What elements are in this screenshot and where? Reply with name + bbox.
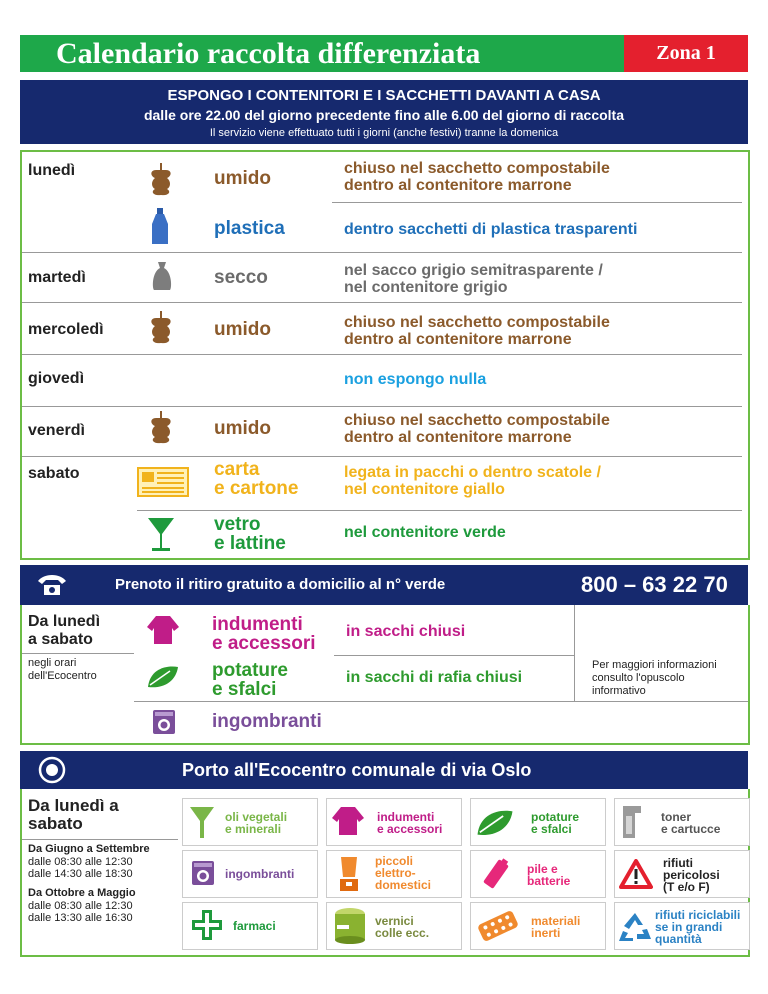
- waste-type-vetro: vetro e lattine: [214, 514, 286, 554]
- banner-line-3: Il servizio viene effettuato tutti i giorni (anche festivi) tranne la domenica: [209, 127, 559, 139]
- tile-inert-label: materiali inerti: [531, 914, 581, 940]
- ecocentre-box: [20, 789, 750, 957]
- tile-medicines: [182, 902, 318, 950]
- day-friday: venerdì: [28, 422, 85, 439]
- tile-appliances: [326, 850, 462, 898]
- glass-icon: [146, 516, 176, 557]
- tile-toner: [614, 798, 750, 846]
- waste-desc-2: dentro sacchetti di plastica trasparenti: [344, 221, 638, 238]
- service-pruning: potature e sfalci: [212, 660, 288, 700]
- tiles-icon: [475, 911, 521, 946]
- ecocentre-banner: [20, 751, 748, 789]
- tile-inert: [470, 902, 606, 950]
- booking-banner: [20, 565, 748, 605]
- winter-label: Da Ottobre a Maggio: [28, 887, 136, 899]
- waste-desc-8: nel contenitore verde: [344, 524, 506, 541]
- info-note: Per maggiori informazioni consulto l'opuscolo informativo: [592, 659, 717, 697]
- zone-badge: Zona 1: [624, 35, 748, 72]
- washing-machine-icon: [191, 860, 215, 891]
- tile-bulky: [182, 850, 318, 898]
- booking-hours-note: negli orari dell'Ecocentro: [28, 657, 97, 682]
- tile-batteries-label: pile e batterie: [527, 862, 571, 888]
- leaf-icon: [475, 809, 515, 842]
- apple-core-icon: [148, 410, 174, 449]
- tile-paints-label: vernici colle ecc.: [375, 914, 430, 940]
- banner-line-1: ESPONGO I CONTENITORI E I SACCHETTI DAVANTI A CASA: [167, 87, 601, 104]
- waste-type-umido: umido: [214, 319, 271, 340]
- washing-machine-icon: [152, 709, 176, 740]
- target-icon: [38, 756, 66, 789]
- service-pruning-desc: in sacchi di rafia chiusi: [346, 669, 523, 686]
- tile-hazardous-label: rifiuti pericolosi (T e/o F): [663, 856, 720, 894]
- plastic-bottle-icon: [150, 208, 170, 251]
- tile-clothing-label: indumenti e accessori: [377, 810, 443, 836]
- day-wednesday: mercoledì: [28, 321, 104, 338]
- warning-icon: [619, 859, 653, 894]
- waste-desc-4: chiuso nel sacchetto compostabile dentro al contenitore marrone: [344, 314, 610, 348]
- day-monday: lunedì: [28, 162, 76, 179]
- apple-core-icon: [148, 310, 174, 349]
- leaf-icon: [146, 665, 180, 694]
- tile-hazardous: [614, 850, 750, 898]
- tile-recyclables-label: rifiuti riciclabili se in grandi quantità: [655, 908, 741, 946]
- waste-type-plastica: plastica: [214, 218, 285, 239]
- tile-toner-label: toner e cartucce: [661, 810, 721, 836]
- tile-medicines-label: farmaci: [233, 919, 276, 933]
- ecocentre-text: Porto all'Ecocentro comunale di via Oslo: [182, 760, 532, 780]
- day-saturday: sabato: [28, 465, 80, 482]
- paint-can-icon: [333, 907, 367, 950]
- booking-text: Prenoto il ritiro gratuito a domicilio al n° verde: [115, 576, 446, 593]
- waste-desc-5: non espongo nulla: [344, 371, 487, 388]
- battery-icon: [481, 857, 511, 896]
- recycle-icon: [617, 911, 653, 948]
- tile-recyclables: [614, 902, 750, 950]
- waste-type-umido: umido: [214, 168, 271, 189]
- booking-days: Da lunedì a sabato: [28, 613, 101, 648]
- apple-core-icon: [148, 162, 174, 201]
- pharmacy-cross-icon: [191, 909, 223, 946]
- summer-label: Da Giugno a Settembre: [28, 843, 150, 855]
- service-clothing: indumenti e accessori: [212, 614, 316, 654]
- tile-pruning-label: potature e sfalci: [531, 810, 579, 836]
- waste-type-secco: secco: [214, 267, 268, 288]
- day-tuesday: martedì: [28, 269, 86, 286]
- cartridge-icon: [621, 805, 643, 844]
- page-title: Calendario raccolta differenziata: [56, 37, 481, 70]
- waste-desc-6: chiuso nel sacchetto compostabile dentro al contenitore marrone: [344, 412, 610, 446]
- waste-desc-3: nel sacco grigio semitrasparente / nel contenitore grigio: [344, 262, 603, 296]
- weekly-schedule: [20, 150, 750, 560]
- tile-clothing: [326, 798, 462, 846]
- waste-type-umido: umido: [214, 418, 271, 439]
- banner-line-2: dalle ore 22.00 del giorno precedente fino alle 6.00 del giorno di raccolta: [143, 107, 625, 123]
- tile-bulky-label: ingombranti: [225, 867, 295, 881]
- service-bulky: ingombranti: [212, 711, 322, 732]
- newspaper-icon: [137, 467, 189, 502]
- waste-desc-1: chiuso nel sacchetto compostabile dentro al contenitore marrone: [344, 160, 610, 194]
- funnel-icon: [189, 805, 215, 844]
- service-clothing-desc: in sacchi chiusi: [346, 623, 466, 640]
- tile-appliances-label: piccoli elettro- domestici: [375, 854, 432, 892]
- summer-hours: dalle 08:30 alle 12:30 dalle 14:30 alle 18:30: [28, 856, 133, 880]
- day-thursday: giovedì: [28, 370, 85, 387]
- tile-oils: [182, 798, 318, 846]
- clothing-icon: [331, 805, 365, 842]
- tile-batteries: [470, 850, 606, 898]
- tile-pruning: [470, 798, 606, 846]
- ecocentre-days: Da lunedì a sabato: [28, 796, 119, 833]
- waste-desc-7: legata in pacchi o dentro scatole / nel contenitore giallo: [344, 464, 601, 498]
- winter-hours: dalle 08:30 alle 12:30 dalle 13:30 alle 16:30: [28, 900, 133, 924]
- toll-free-number[interactable]: 800 – 63 22 70: [581, 572, 728, 597]
- blender-icon: [337, 855, 361, 898]
- clothing-icon: [146, 615, 180, 650]
- booking-box: [20, 605, 750, 745]
- waste-type-carta: carta e cartone: [214, 459, 299, 499]
- grey-bag-icon: [150, 260, 174, 297]
- telephone-icon: [36, 573, 68, 602]
- tile-oils-label: oli vegetali e minerali: [225, 810, 288, 836]
- tile-paints: [326, 902, 462, 950]
- instructions-banner: [20, 80, 748, 144]
